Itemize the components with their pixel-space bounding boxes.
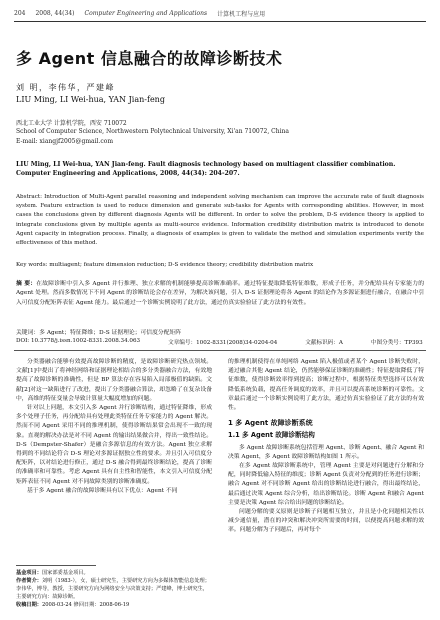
keywords-en: Key words: multiagent; feature dimension reduction; D-S evidence theory; credibility distribution matrix [16, 262, 314, 268]
abstract-cn-label: 摘 要： [16, 281, 37, 287]
footnote-dates: 收稿日期：2008-03-24 修回日期：2008-06-19 [16, 602, 130, 608]
footnote-rule [16, 565, 96, 566]
body-paragraph: 分类器融合能够有效提高故障诊断的精度，是故障诊断研究热点领域。文献[1]中提出了将神经网络和证据理论相结合的多分类器融合方法，有效地提高了故障诊断的准确性，但是 BP 算法存在容易陷入局部极值的缺陷。文献[2]对这一缺陷进行了改进，提出了分类器融合算法，却忽略了在复杂设备中，高维的特征变量会导致计算量大幅度增加的问题。 [16, 359, 212, 402]
body-column-right [228, 358, 424, 536]
body-paragraph: 针对以上问题，本文引入多 Agent 并行诊断结构，通过特征降维，形成多个处理子任务，再分配给具有处理此类特征任务专家能力的 Agent 解决。然而不同 Agent 采用不同的推理机制，使得诊断结果常会出现不一致的现象。直观的解决办法是对不同 Agent 的输出结果做合并，得出一致性结论。D-S（Dempster-Shafer）是融合多源信息的有效方法。Agent 独立求解得到的不同结论符合 D-S 理论对多源证据独立性的要求。并且引入可信度分配矩阵，以对结论进行修正，通过 D-S 融合得到最终诊断结论，提高了诊断的准确率和可靠性。考虑 Agent 具有自主性和智能性，本文引入可信度分配矩阵表征不同 Agent 对不同故障类别的诊断准确度。 [16, 405, 212, 485]
journal-title-cn: 计算机工程与应用 [217, 10, 266, 18]
paper-title: 多 Agent 信息融合的故障诊断技术 [16, 49, 283, 68]
authors-cn: 刘 明，李伟华，严建峰 [16, 83, 116, 92]
affiliation-en: School of Computer Science, Northwestern Polytechnical University, Xi'an 710072, China [16, 128, 289, 135]
document-code: 文献标识码：A [305, 340, 343, 346]
page-number: 204 [14, 9, 26, 17]
section-rule [14, 350, 426, 351]
footnote-author-bio: 作者简介：刘明（1983-），女，硕士研究生，主要研究方向为多媒体智能信息处理；李伟华，博导，教授，主要研究方向为网络安全与决策支持；严建峰，博士研究生，主要研究方向：故障诊断。 [16, 578, 210, 600]
body-paragraph: 基于多 Agent 融合的故障诊断具有以下优点：Agent 不同 [27, 487, 178, 494]
article-number: 文章编号：1002-8331(2008)34-0204-04 [168, 340, 278, 346]
volume-info: 2008, 44(34) [35, 9, 75, 17]
body-column-left [16, 358, 212, 496]
section-heading: 1 多 Agent 故障诊断系统 [228, 419, 313, 428]
citation: LIU Ming, LI Wei-hua, YAN Jian-feng. Fault diagnosis technology based on multiagent classifier combination. Computer Engineering and Applications, 2008, 44(34): 204-207. [16, 161, 396, 177]
footnotes [16, 569, 212, 609]
article-meta [16, 338, 424, 346]
doi: DOI: 10.3778/j.issn.1002-8331.2008.34.063 [16, 338, 141, 344]
clc-number: 中图分类号：TP393 [370, 340, 423, 346]
subsection-heading: 1.1 多 Agent 故障诊断结构 [228, 431, 315, 440]
abstract-cn [16, 280, 424, 308]
authors-en: LIU Ming, LI Wei-hua, YAN Jian-feng [16, 95, 165, 104]
running-header [14, 6, 426, 20]
footnote-funding: 基金项目：国家部委基金项目。 [16, 570, 89, 576]
affiliation-cn: 西北工业大学 计算机学院，西安 710072 [16, 120, 127, 127]
body-paragraph: 问题分解的要义原则是诊断子问题相互独立，并且是小化问题相关性以减少通信量，潜在的冲突和解决冲突所需要的时间，以便提高问题求解的效率。问题分解为子问题后，再对每个 [228, 509, 424, 534]
journal-title-en: Computer Engineering and Applications [84, 9, 208, 17]
abstract-en: Abstract: Introduction of Multi-Agent parallel reasoning and independent solving mechanism can improve the accurate rate of fault diagnosis system. Feature extraction is used to reduce dimension and generate sub-tasks for Agents with corresponding abilities. However, in most cases the conclusions given by different diagnosis Agents will be different. In order to solve the problem, D-S evidence theory is applied to integrate conclusions given by multiple agents as multi-source evidence. Information credibility distribution matrix is introduced to denote Agent capacity in integration process. Finally, a diagnosis of examples is given to validate the method and simulation experiments verify the effectiveness of this method. [16, 194, 424, 247]
body-paragraph: 的推理机制使得在单纯网络 Agent 陷入极值或者某个 Agent 诊断失败时，通过融合其他 Agent 结论，仍然能够保证诊断的准确性；特征提取降低了特征维数，使得诊断效率得到提高；诊断过程中，根据特征类型选择可以有效降低系统负载，提高任务调度的效率，并且可以提高系统诊断的可靠性。文章最后通过一个诊断实例说明了此方法，通过仿真实验验证了此方法的有效性。 [228, 359, 424, 412]
body-paragraph: 在多 Agent 故障诊断系统中，管理 Agent 主要是对问题进行分解和分配，同时降低输入特征的维度；诊断 Agent 负责对分配到的任务进行诊断；融合 Agent 对不同诊断 Agent 给出的诊断结论进行融合，得出最终结论，最后通过决策 Agent 综合分析，给出诊断结论。诊断 Agent 和融合 Agent 主要是决策 Agent 综合给出问题的诊断结论。 [228, 463, 424, 506]
header-rule [14, 21, 426, 22]
body-paragraph: 多 Agent 故障诊断系统包括管理 Agent、诊断 Agent、融合 Agent 和决策 Agent，多 Agent 故障诊断结构如图 1 所示。 [228, 444, 424, 460]
keywords-cn: 关键词：多 Agent；特征降维；D-S 证据理论；可信度分配矩阵 [16, 330, 182, 336]
abstract-cn-text: 在故障诊断中引入多 Agent 并行推理、独立求解的机制能够提高诊断准确率。通过特征提取降低特征维数，形成子任务，并分配给具有专家能力的 Agent 处理。然而多数情况下不同 Agent 的诊断结论会存在差异，为解决该问题，引入 D-S 证据理论将各 Agent 的结论作为多源证据进行融合，在融合中引入可信度分配矩阵表征 Agent 能力。最后通过一个诊断实例说明了此方法，通过仿真实验验证了此方法的有效性。 [16, 281, 425, 306]
author-email: E-mail: xiangjf2005@gmail.com [16, 138, 114, 145]
